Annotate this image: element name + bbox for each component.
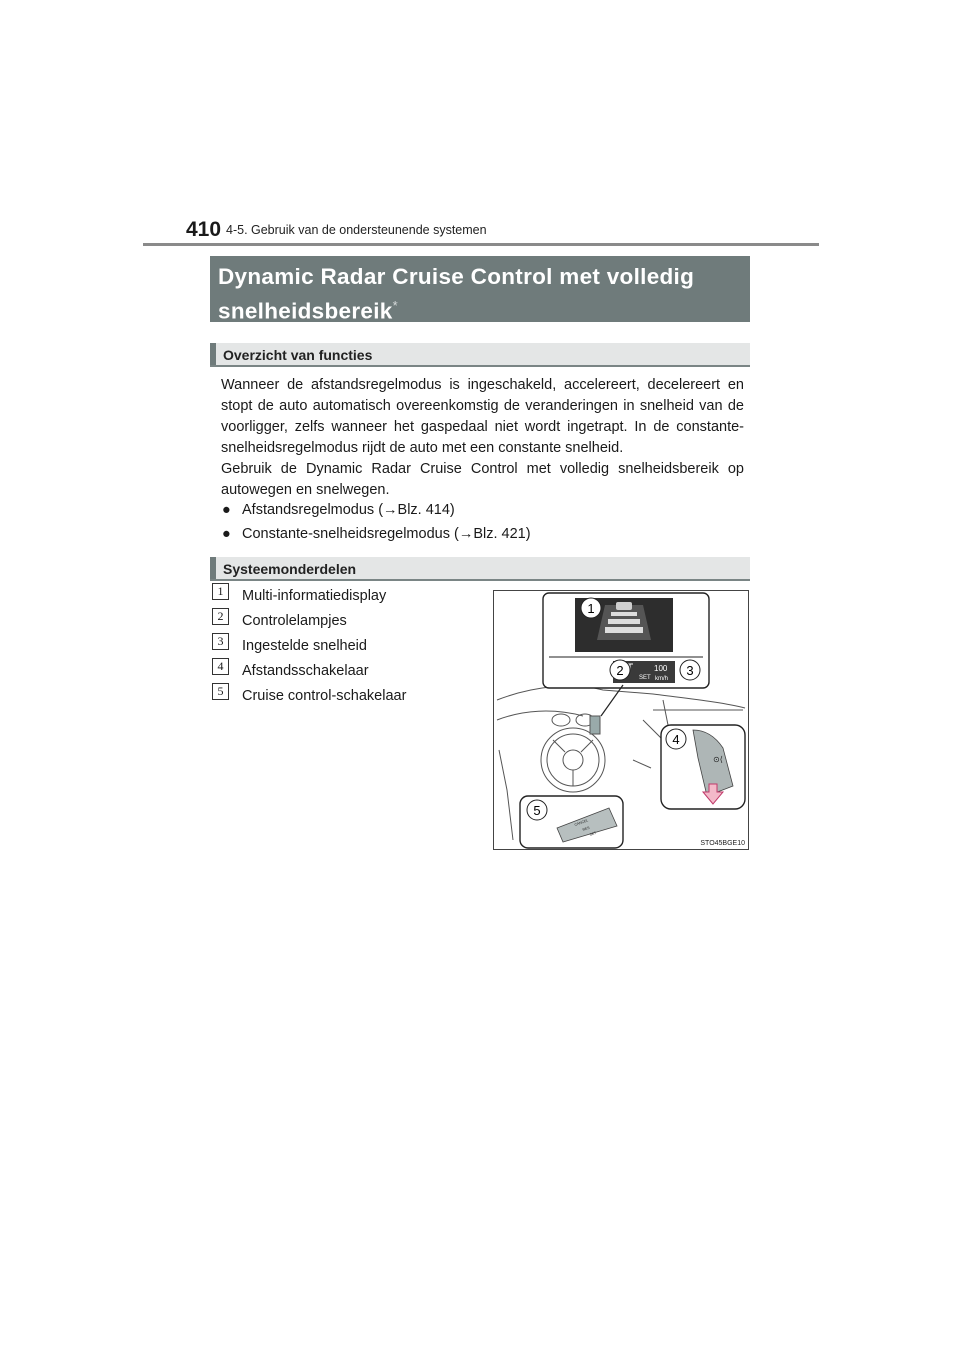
bullet-icon: ● [222, 526, 231, 542]
callout-4 [666, 729, 686, 749]
set-label: SET [639, 675, 651, 681]
callout-3 [680, 660, 700, 680]
set-speed-value: 100 [654, 664, 668, 673]
component-label: Multi-informatiedisplay [242, 588, 387, 604]
component-number: 3 [212, 633, 229, 650]
svg-text:4: 4 [672, 732, 680, 747]
svg-text:2: 2 [616, 663, 624, 678]
section-heading-components [210, 557, 750, 581]
section-marker [210, 343, 216, 365]
callout-1 [581, 598, 601, 618]
svg-text:1: 1 [587, 601, 595, 616]
svg-text:3: 3 [686, 663, 694, 678]
bullet-text: Afstandsregelmodus (→Blz. 414) [242, 502, 455, 518]
bullet-text: Constante-snelheidsregelmodus (→Blz. 421) [242, 526, 531, 542]
component-number: 1 [212, 583, 229, 600]
system-components-figure [493, 590, 749, 850]
section-heading-overview [210, 343, 750, 367]
bullet-item [222, 500, 455, 520]
svg-text:RES: RES [581, 825, 591, 832]
page-title [210, 256, 750, 322]
section-marker [210, 557, 216, 579]
svg-text:5: 5 [533, 803, 541, 818]
callout-2 [610, 660, 630, 680]
title-marker: * [392, 298, 398, 313]
svg-text:SET: SET [588, 830, 597, 837]
component-label: Ingestelde snelheid [242, 638, 367, 654]
overview-paragraph: Gebruik de Dynamic Radar Cruise Control met volledig snelheidsbereik op autowegen en snelwegen. [221, 461, 744, 498]
component-number: 5 [212, 683, 229, 700]
svg-text:CANCEL: CANCEL [573, 818, 589, 827]
distance-icon: ⊙⟨ [713, 755, 723, 764]
component-label: Afstandsschakelaar [242, 663, 369, 679]
overview-paragraph: Wanneer de afstandsregelmodus is ingeschakeld, accelereert, decelereert en stopt de auto automatisch overeenkomstig de veranderingen in snelheid van de voorligger, zelfs wanneer het gaspedaal niet wordt ingetrapt. In de constante-snelheidsregelmodus rijdt de auto met een constante snelheid. [221, 377, 744, 456]
component-label: Controlelampjes [242, 613, 347, 629]
figure-code: STO45BGE10 [700, 840, 745, 847]
section-heading-label: Overzicht van functies [223, 347, 373, 363]
callout-5 [527, 800, 547, 820]
section-heading-label: Systeemonderdelen [223, 561, 357, 577]
title-text: Dynamic Radar Cruise Control met volledig snelheidsbereik [218, 264, 695, 324]
bullet-item [222, 524, 531, 544]
speed-unit: km/h [655, 676, 669, 682]
component-number: 4 [212, 658, 229, 675]
component-label: Cruise control-schakelaar [242, 688, 407, 704]
running-header: 4-5. Gebruik van de ondersteunende systemen [226, 223, 487, 237]
bullet-icon: ● [222, 502, 231, 518]
header-rule [143, 243, 819, 246]
page-number: 410 [186, 218, 222, 241]
component-number: 2 [212, 608, 229, 625]
